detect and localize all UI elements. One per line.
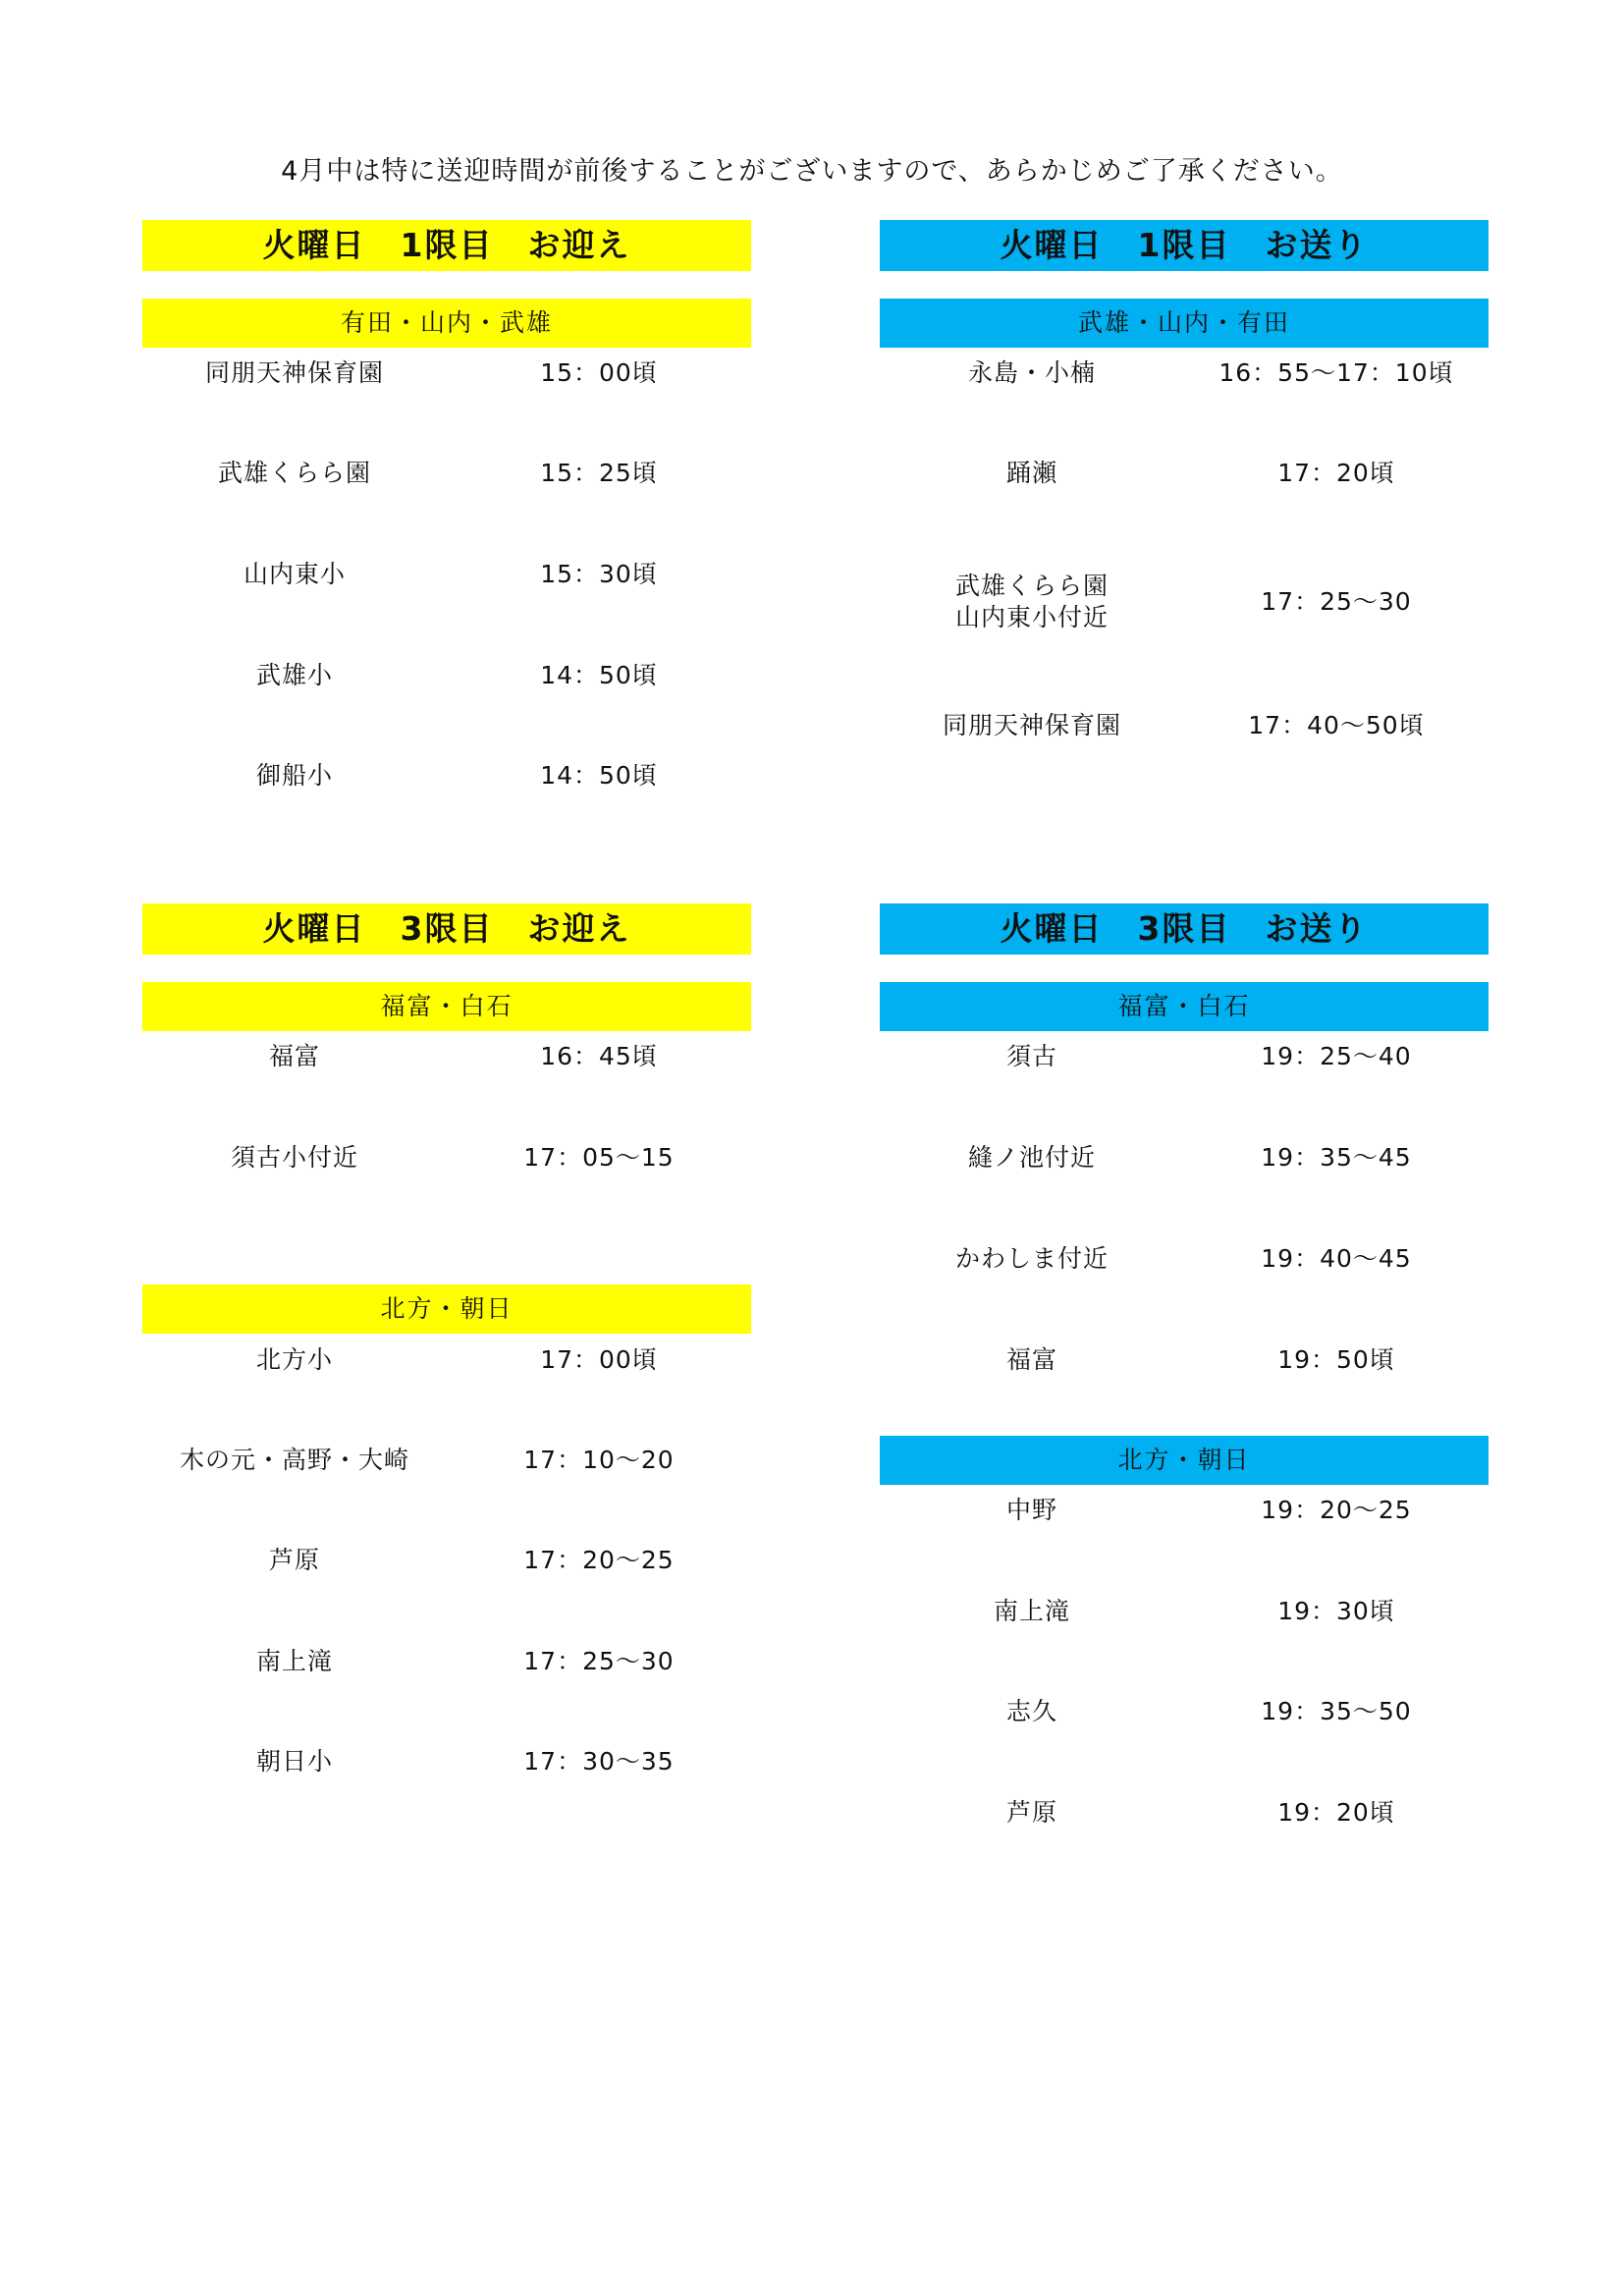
dropoff-3-stop bbox=[880, 1481, 1489, 1540]
dropoff-1-stop bbox=[880, 344, 1489, 403]
stop-time: 19：35～45 bbox=[1261, 1143, 1412, 1172]
dropoff-3-stop bbox=[880, 1783, 1489, 1842]
dropoff-1-title: 火曜日 1限目 お送り bbox=[880, 220, 1489, 271]
stop-time: 17：30～35 bbox=[523, 1747, 675, 1776]
stop-time: 19：40～45 bbox=[1261, 1244, 1412, 1273]
stop-place: 福富 bbox=[268, 1042, 320, 1070]
dropoff-3-stop bbox=[880, 1582, 1489, 1641]
stop-time: 15：00頃 bbox=[540, 358, 658, 387]
stop-place: 同朋天神保育園 bbox=[942, 711, 1121, 739]
stop-time: 17：05～15 bbox=[523, 1143, 675, 1172]
stop-time: 14：50頃 bbox=[540, 761, 658, 790]
pickup-3-route-header: 北方・朝日 bbox=[142, 1285, 751, 1334]
stop-place: 芦原 bbox=[1005, 1798, 1057, 1827]
stop-time: 19：20～25 bbox=[1261, 1496, 1412, 1524]
pickup-1-stop bbox=[142, 545, 751, 604]
stop-time: 17：40～50頃 bbox=[1248, 711, 1425, 739]
stop-place: 朝日小 bbox=[255, 1747, 333, 1776]
stop-place: 武雄小 bbox=[255, 661, 333, 689]
stop-place: 木の元・高野・大崎 bbox=[179, 1446, 409, 1474]
dropoff-3-stop bbox=[880, 1682, 1489, 1741]
stop-place: 須古 bbox=[1005, 1042, 1057, 1070]
stop-place: 福富 bbox=[1005, 1345, 1057, 1374]
dropoff-1-route-header: 武雄・山内・有田 bbox=[880, 299, 1489, 348]
stop-time: 19：20頃 bbox=[1277, 1798, 1395, 1827]
dropoff-3-stop bbox=[880, 1230, 1489, 1288]
stop-time: 17：25～30 bbox=[1261, 587, 1412, 616]
stop-time: 19：50頃 bbox=[1277, 1345, 1395, 1374]
pickup-1-stop bbox=[142, 746, 751, 805]
pickup-3-title: 火曜日 3限目 お迎え bbox=[142, 903, 751, 955]
stop-place: かわしま付近 bbox=[954, 1244, 1109, 1273]
pickup-3-stop bbox=[142, 1128, 751, 1187]
stop-place: 南上滝 bbox=[993, 1597, 1070, 1625]
stop-time: 17：20頃 bbox=[1277, 459, 1395, 487]
pickup-1-stop bbox=[142, 646, 751, 705]
stop-time: 16：45頃 bbox=[540, 1042, 658, 1070]
dropoff-1-stop bbox=[880, 696, 1489, 755]
stop-place: 中野 bbox=[1005, 1496, 1057, 1524]
dropoff-3-stop bbox=[880, 1128, 1489, 1187]
dropoff-3-title: 火曜日 3限目 お送り bbox=[880, 903, 1489, 955]
stop-place: 踊瀬 bbox=[1005, 459, 1057, 487]
stop-time: 15：25頃 bbox=[540, 459, 658, 487]
dropoff-1-stop bbox=[880, 568, 1489, 636]
pickup-3-stop bbox=[142, 1331, 751, 1390]
stop-place: 須古小付近 bbox=[230, 1143, 358, 1172]
stop-place: 武雄くらら園 山内東小付近 bbox=[954, 572, 1109, 631]
stop-time: 16：55～17：10頃 bbox=[1218, 358, 1454, 387]
stop-place: 同朋天神保育園 bbox=[204, 358, 384, 387]
stop-place: 北方小 bbox=[255, 1345, 333, 1374]
pickup-1-stop bbox=[142, 344, 751, 403]
pickup-3-stop bbox=[142, 1732, 751, 1791]
stop-place: 志久 bbox=[1005, 1697, 1057, 1725]
stop-time: 19：35～50 bbox=[1261, 1697, 1412, 1725]
stop-place: 縫ノ池付近 bbox=[967, 1143, 1096, 1172]
pickup-1-title: 火曜日 1限目 お迎え bbox=[142, 220, 751, 271]
dropoff-3-route-header: 福富・白石 bbox=[880, 982, 1489, 1031]
stop-time: 17：10～20 bbox=[523, 1446, 675, 1474]
stop-place: 御船小 bbox=[255, 761, 333, 790]
dropoff-3-stop bbox=[880, 1027, 1489, 1086]
stop-place: 芦原 bbox=[268, 1546, 320, 1574]
pickup-3-stop bbox=[142, 1632, 751, 1691]
pickup-1-stop bbox=[142, 444, 751, 503]
stop-place: 武雄くらら園 bbox=[217, 459, 371, 487]
stop-place: 永島・小楠 bbox=[967, 358, 1096, 387]
stop-time: 15：30頃 bbox=[540, 560, 658, 588]
pickup-3-stop bbox=[142, 1027, 751, 1086]
pickup-1-route-header: 有田・山内・武雄 bbox=[142, 299, 751, 348]
notice-text: 4月中は特に送迎時間が前後することがございますので、あらかじめご了承ください。 bbox=[281, 156, 1343, 187]
pickup-3-stop bbox=[142, 1431, 751, 1490]
stop-time: 14：50頃 bbox=[540, 661, 658, 689]
stop-time: 17：25～30 bbox=[523, 1647, 675, 1675]
stop-place: 山内東小 bbox=[243, 560, 346, 588]
stop-time: 17：20～25 bbox=[523, 1546, 675, 1574]
dropoff-3-stop bbox=[880, 1331, 1489, 1390]
pickup-3-route-header: 福富・白石 bbox=[142, 982, 751, 1031]
stop-time: 19：30頃 bbox=[1277, 1597, 1395, 1625]
dropoff-1-stop bbox=[880, 444, 1489, 503]
stop-time: 17：00頃 bbox=[540, 1345, 658, 1374]
pickup-3-stop bbox=[142, 1531, 751, 1590]
stop-place: 南上滝 bbox=[255, 1647, 333, 1675]
stop-time: 19：25～40 bbox=[1261, 1042, 1412, 1070]
dropoff-3-route-header: 北方・朝日 bbox=[880, 1436, 1489, 1485]
